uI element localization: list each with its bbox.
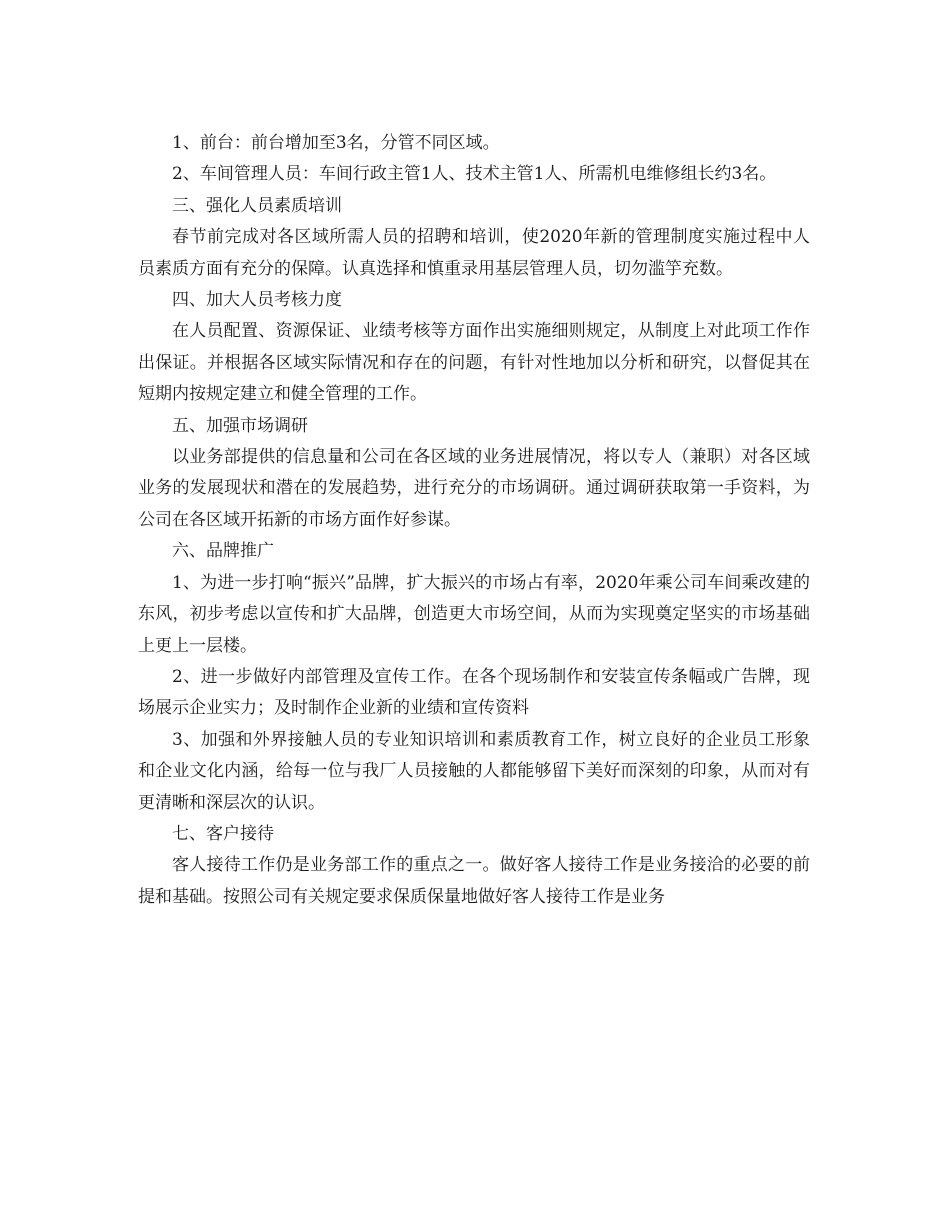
heading-section-6: 六、品牌推广 — [172, 541, 274, 562]
paragraph-assessment: 在人员配置、资源保证、业绩考核等方面作出实施细则规定，从制度上对此项工作作出保证。并根据各区域实际情况和存在的问题，有针对性地加以分析和研究，以督促其在短期内按规定建立和健全管理的工作。 — [138, 321, 810, 405]
paragraph-reception: 客人接待工作仍是业务部工作的重点之一。做好客人接待工作是业务接洽的必要的前提和基础。按照公司有关规定要求保质保量地做好客人接待工作是业务 — [138, 855, 810, 907]
paragraph-market-research: 以业务部提供的信息量和公司在各区域的业务进展情况，将以专人（兼职）对各区域业务的发展现状和潜在的发展趋势，进行充分的市场调研。通过调研获取第一手资料，为公司在各区域开拓新的市场方面作好参谋。 — [138, 447, 810, 530]
paragraph-front-desk: 1、前台：前台增加至3名，分管不同区域。 — [172, 133, 500, 153]
heading-section-3: 三、强化人员素质培训 — [172, 195, 342, 216]
heading-section-5: 五、加强市场调研 — [172, 415, 308, 436]
paragraph-training: 春节前完成对各区域所需人员的招聘和培训，使2020年新的管理制度实施过程中人员素质方面有充分的保障。认真选择和慎重录用基层管理人员，切勿滥竽充数。 — [138, 227, 810, 279]
heading-section-7: 七、客户接待 — [172, 823, 274, 844]
paragraph-brand-2: 2、进一步做好内部管理及宣传工作。在各个现场制作和安装宣传条幅或广告牌，现场展示企业实力；及时制作企业新的业绩和宣传资料 — [138, 666, 810, 719]
document-page — [138, 128, 810, 913]
paragraph-brand-1: 1、为进一步打响“振兴”品牌，扩大振兴的市场占有率，2020年乘公司车间乘改建的东风，初步考虑以宣传和扩大品牌，创造更大市场空间，从而为实现奠定坚实的市场基础上更上一层楼。 — [138, 572, 810, 656]
heading-section-4: 四、加大人员考核力度 — [172, 290, 342, 311]
paragraph-workshop-staff: 2、车间管理人员：车间行政主管1人、技术主管1人、所需机电维修组长约3名。 — [172, 164, 777, 185]
paragraph-brand-3: 3、加强和外界接触人员的专业知识培训和素质教育工作，树立良好的企业员工形象和企业文化内涵，给每一位与我厂人员接触的人都能够留下美好而深刻的印象，从而对有更清晰和深层次的认识。 — [138, 729, 810, 813]
